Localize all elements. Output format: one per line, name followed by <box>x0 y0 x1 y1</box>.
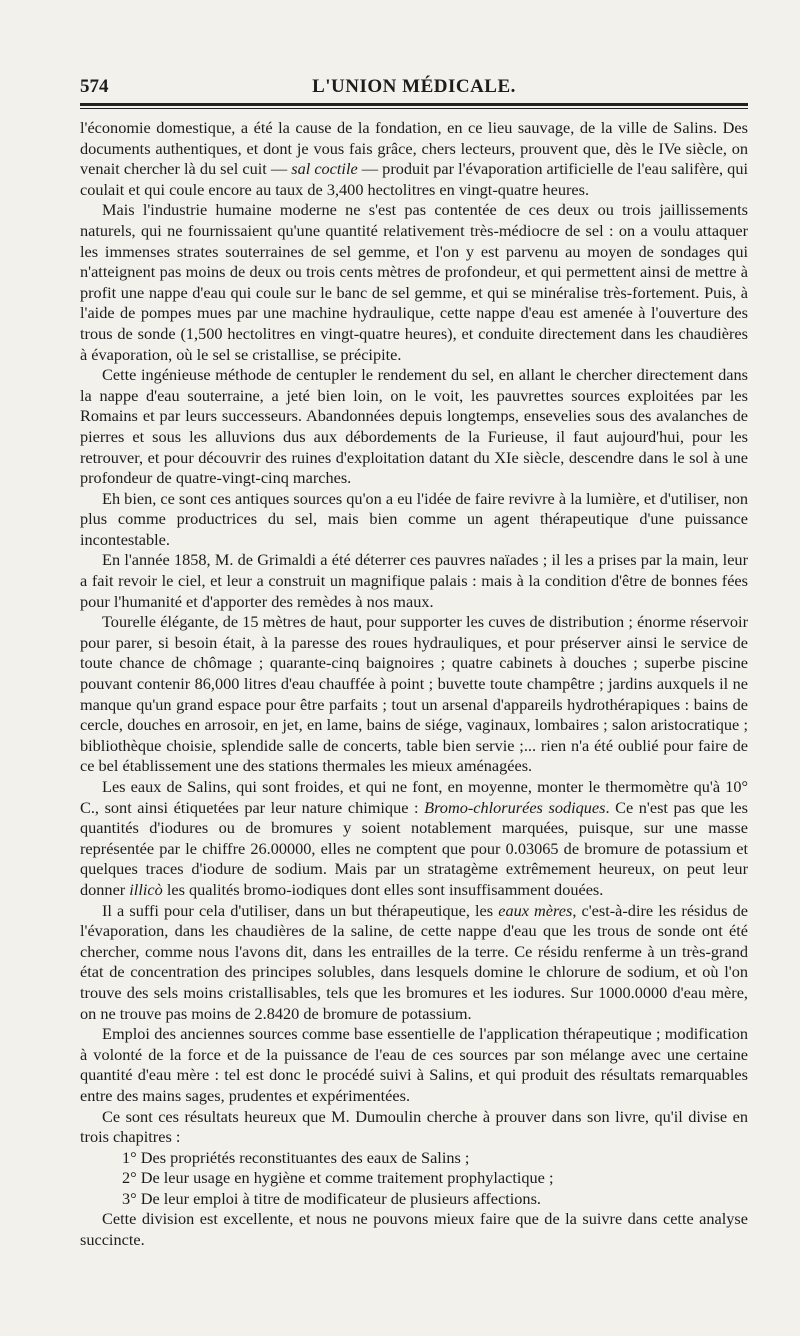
paragraph-4: Eh bien, ce sont ces antiques sources qu'on a eu l'idée de faire revivre à la lumière, et d'utiliser, non plus comme productrices du sel, mais bien comme un agent thérapeutique d'une puissance incontestable. <box>80 488 748 549</box>
list-item: 1° Des propriétés reconstituantes des eaux de Salins ; <box>122 1147 470 1167</box>
paragraph-10: Ce sont ces résultats heureux que M. Dumoulin cherche à prouver dans son livre, qu'il divise en trois chapitres : <box>80 1106 748 1147</box>
emphasis: sal coctile <box>291 159 358 179</box>
paragraph-3: Cette ingénieuse méthode de centupler le rendement du sel, en allant le chercher directement dans la nappe d'eau souterraine, a jeté bien loin, on le voit, les pauvrettes sources exploitées par les Romains et par leurs successeurs. Abandonnées depuis longtemps, ensevelies sous des avalanches de pierres et sous les alluvions dus aux débordements de la Furieuse, il faut aujourd'hui, pour les retrouver, et pour découvrir des ruines d'exploitation datant du XIe siècle, descendre dans le sol à une profondeur de quatre-vingt-cinq marches. <box>80 365 748 488</box>
emphasis: eaux mères <box>498 900 573 920</box>
body-text <box>80 118 748 1251</box>
running-title: L'UNION MÉDICALE. <box>312 76 516 97</box>
emphasis: Bromo-chlorurées sodiques <box>424 797 606 817</box>
paragraph-11: Cette division est excellente, et nous ne pouvons mieux faire que de la suivre dans cette analyse succincte. <box>80 1209 748 1250</box>
emphasis: illicò <box>129 879 163 899</box>
list-item: 2° De leur usage en hygiène et comme traitement prophylactique ; <box>122 1168 554 1188</box>
chapter-list <box>80 1148 748 1210</box>
paragraph-9: Emploi des anciennes sources comme base essentielle de l'application thérapeutique ; modification à volonté de la force et de la puissance de l'eau de ces sources par son mélange avec une certaine quantité d'eau mère : tel est donc le procédé suivi à Salins, et qui produit des résultats remarquables entre des mains sages, prudentes et expérimentées. <box>80 1024 748 1105</box>
paragraph-1: l'économie domestique, a été la cause de la fondation, en ce lieu sauvage, de la ville de Salins. Des documents authentiques, et dont je vous fais grâce, chers lecteurs, prouvent que, dès le IVe siècle, on venait chercher là du sel cuit — sal coctile — produit par l'évaporation artificielle de l'eau salifère, qui coulait et qui coule encore au taux de 3,400 hectolitres en vingt-quatre heures. <box>80 118 748 199</box>
list-item: 3° De leur emploi à titre de modificateur de plusieurs affections. <box>122 1188 541 1208</box>
header-rule <box>80 103 748 109</box>
paragraph-5: En l'année 1858, M. de Grimaldi a été déterrer ces pauvres naïades ; il les a prises par la main, leur a fait revoir le ciel, et leur a construit un magnifique palais : mais à la condition d'être de bonnes fées pour l'humanité et d'apporter des remèdes à nos maux. <box>80 550 748 611</box>
paragraph-2: Mais l'industrie humaine moderne ne s'est pas contentée de ces deux ou trois jaillissements naturels, qui ne fournissaient qu'une quantité relativement très-médiocre de sel : on a voulu attaquer les immenses strates souterraines de sel gemme, et l'on y est parvenu au moyen de sondages qui n'atteignent pas moins de deux ou trois cents mètres de profondeur, et qui permettent ainsi de mettre à profit une nappe d'eau qui coule sur le banc de sel gemme, et qui se minéralise très-fortement. Puis, à l'aide de pompes mues par une machine hydraulique, cette nappe d'eau est amenée à l'ouverture des trous de sonde (1,500 hectolitres en vingt-quatre heures), et conduite directement dans les chaudières à évaporation, où le sel se cristallise, se précipite. <box>80 200 748 364</box>
paragraph-8: Il a suffi pour cela d'utiliser, dans un but thérapeutique, les eaux mères, c'est-à-dire les résidus de l'évaporation, dans les chaudières de la saline, de cette nappe d'eau que les trous de sonde ont été chercher, comme nous l'avons dit, dans les entrailles de la terre. Ce résidu renferme à un très-grand état de concentration des principes solubles, dans lesquels domine le chlorure de sodium, et où l'on trouve des sels moins cristallisables, tels que les bromures et les iodures. Sur 1000.0000 d'eau mère, on ne trouve pas moins de 2.8420 de bromure de potassium. <box>80 900 748 1023</box>
page-number: 574 <box>80 76 109 97</box>
paragraph-7: Les eaux de Salins, qui sont froides, et qui ne font, en moyenne, monter le thermomètre qu'à 10° C., sont ainsi étiquetées par leur nature chimique : Bromo-chlorurées sodiques. Ce n'est pas que les quantités d'iodures ou de bromures y soient notablement marquées, puisque, sur une masse représentée par le chiffre 26.00000, elles ne comptent que pour 0.03065 de bromure de potassium et quelques traces d'iodure de sodium. Mais par un stratagème extrêmement heureux, on peut leur donner illicò les qualités bromo-iodiques dont elles sont insuffisamment douées. <box>80 777 748 899</box>
page-header <box>80 76 748 100</box>
paragraph-6: Tourelle élégante, de 15 mètres de haut, pour supporter les cuves de distribution ; énorme réservoir pour parer, si besoin était, à la paresse des roues hydrauliques, et pour préserver ainsi le service de toute chance de chômage ; quarante-cinq baignoires ; quatre cabinets à douches ; superbe piscine pouvant contenir 86,000 litres d'eau chauffée à point ; buvette toute champêtre ; jardins auxquels il ne manque qu'un grand espace pour être parfaits ; tout un arsenal d'appareils hydrothérapiques : bains de cercle, douches en arrosoir, en jet, en lame, bains de siége, vaginaux, lombaires ; salon aristocratique ; bibliothèque choisie, splendide salle de concerts, table bien servie ;... rien n'a été oublié pour faire de ce bel établissement une des stations thermales les mieux aménagées. <box>80 612 748 776</box>
